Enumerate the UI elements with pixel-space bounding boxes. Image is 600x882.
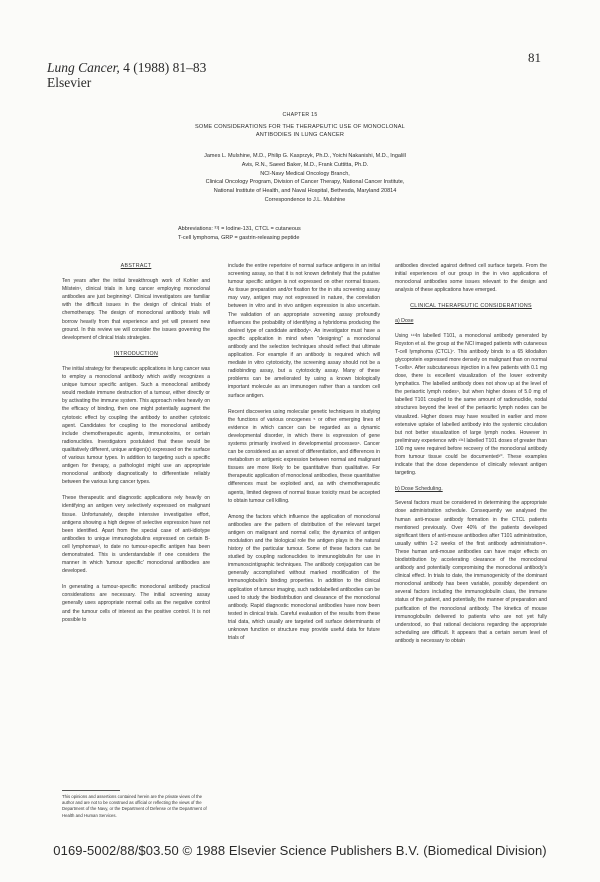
issn-copyright-line: 0169-5002/88/$03.50 © 1988 Elsevier Science Publishers B.V. (Biomedical Division) [53, 843, 547, 858]
abstract-heading: ABSTRACT [120, 263, 152, 269]
column-1 [62, 262, 210, 632]
abbreviations-line-1: Abbreviations: ³¹I = Iodine-131, CTCL = cutaneous [178, 226, 301, 232]
correspondence-line: Correspondence to J.L. Mulshine [264, 196, 346, 203]
abbreviations-line-2: T-cell lymphoma, GRP = gastrin-releasing peptide [178, 234, 300, 241]
journal-publisher: Elsevier [47, 75, 92, 90]
authors-line-1: James L. Mulshine, M.D., Philip G. Kasprzyk, Ph.D., Yoichi Nakanishi, M.D., Ingalill [204, 153, 406, 159]
affiliation-line-1: NCI-Navy Medical Oncology Branch, [260, 170, 350, 177]
authors-line-2: Avis, R.N., Saeed Baker, M.D., Frank Cuttitta, Ph.D. [241, 161, 369, 168]
author-block [150, 152, 460, 205]
intro-paragraph-3: In generating a tumour-specific monoclonal antibody practical considerations are necessary. The initial screening assay generally uses appropriate normal cells as the negative control and the tumour cells of interest as the positive control. It is not possible to [62, 584, 210, 623]
dose-scheduling-heading: b) Dose Scheduling. [395, 486, 443, 493]
journal-volume-pages: 4 (1988) 81–83 [123, 60, 207, 75]
col2-paragraph-3: Among the factors which influence the application of monoclonal antibodies are the pattern of distribution of the relevant target antigen on malignant and normal cells; the dynamics of antigen modulation and the biological role the antigen plays in the natural history of the particular tumour. Some of these factors can be studied by coupling radionuclides to immunoglobulin for use in immunoscintigraphic techniques. The antibody conjugation can be generally accomplished without marked modification of the immunoglobulin's binding properties. In addition to the clinical application of tumour imaging, such radiolabelled antibodies can be used to study the biodistribution and clearance of the monoclonal antibody. Rapid diagnostic monoclonal antibodies have now been tested in clinical trials. Careful evaluation of the results from these trial data, which usually are targeted cell surface determinants of unknown function or structure may provide useful data for future trials of [228, 513, 380, 642]
footnote-rule [62, 790, 120, 791]
journal-header [47, 60, 206, 90]
dose-scheduling-paragraph: Several factors must be considered in determining the appropriate dose administration schedule. Consequently we analysed the human anti-mouse antibody formation in the CTCL patients mentioned previously. Over 40% of the patients developed significant titers of anti-mouse antibodies after T101 administration, usually within 1-2 weeks of the first antibody administration¹¹. These human anti-mouse antibodies can have major effects on biodistribution by accelerating clearance of the monoclonal antibody and potentially compromising the monoclonal antibody's clinical effect. In trials to date, the immunogenicity of the dominant monoclonal antibody has been variable, possibly dependent on several factors including the immunoglobulin class, the immune status of the patient, and potentially, the manner of preparation and purification of the monoclonal antibody. The kinetics of mouse immunoglobulin delivered to patients who are not yet fully understood, so that rational decisions regarding the appropriate scheduling are difficult. It appears that a certain serum level of antibody is necessary to obtain [395, 500, 547, 644]
col3-paragraph-0: antibodies directed against defined cell surface targets. From the initial experiences of our group in the in vivo applications of monoclonal antibodies some issues relevant to the design and analysis of these applications have emerged. [395, 263, 547, 294]
introduction-heading: INTRODUCTION [113, 350, 159, 357]
clinical-considerations-heading: CLINICAL THERAPEUTIC CONSIDERATIONS [410, 303, 532, 310]
col2-paragraph-2: Recent discoveries using molecular genetic techniques in studying the functions of various oncogenes ⁵ or other emerging lines of evidence in which cancer can be regarded as a dynamic developmental disorder, in which there is expression of gene systems primarily involved in developmental processes⁶. Cancer can be considered as an arrest of differentiation, and differences in metabolism or antigenic expression between normal and malignant tissues are more likely to be quantitative than qualitative. For therapeutic application of monoclonal antibodies, these quantitative differences must be exploited and, as with chemotherapeutic agents, limited degrees of normal tissue toxicity must be accepted to obtain tumour cell killing. [228, 408, 380, 504]
title-line-1: SOME CONSIDERATIONS FOR THE THERAPEUTIC USE OF MONOCLONAL [194, 124, 405, 130]
intro-paragraph-2: These therapeutic and diagnostic applications rely heavily on identifying an antigen very selectively expressed on malignant tissue. Unfortunately, despite intensive investigative effort, antigens showing a high degree of selective expression have not been identified. Apart from the special case of anti-idiotype antibodies to unique immunoglobulins expressed on certain B-cell lymphomas³, to date no tumour-specific antigen has been demonstrated. This is understandable if one considers the manner in which 'tumour specific' monoclonal antibodies are developed. [62, 495, 210, 575]
abstract-text: Ten years after the initial breakthrough work of Kohler and Milstein¹, clinical trials in lung cancer employing monoclonal antibodies are just beginning². Clinical investigators are familiar with the difficult issues in the design of clinical trials of chemotherapy. The design of monoclonal antibody trials will borrow heavily from that experience and yet will present new ground. In this review we will consider the issues governing the development of clinical trials strategies. [62, 278, 210, 341]
column-3 [395, 262, 547, 653]
affiliation-line-2: Clinical Oncology Program, Division of Cancer Therapy, National Cancer Institute, [205, 179, 405, 186]
title-line-2: ANTIBODIES IN LUNG CANCER [255, 132, 345, 138]
chapter-label: CHAPTER 15 [282, 112, 318, 118]
footnote: This opinions and assertions contained herein are the private views of the author and are not to be construed as official or reflecting the views of the Department of the Navy, or the Department of Defense or the Department of Health and Human Services. [62, 794, 207, 818]
dose-heading: a) Dose [395, 318, 414, 325]
intro-paragraph-1: The initial strategy for therapeutic applications in lung cancer was to employ a monoclonal antibody which avidly recognizes a unique tumour specific antigen. Such a monoclonal antibody would mediate immune destruction of a tumour, either directly or by activating the immune system. This approach relies heavily on the efficacy of binding, then one might potentially augment the cytotoxic effect by coupling the antibody to another cytotoxic agent. Candidates for coupling to the monoclonal antibody include chemotherapeutic agents, immunotoxins, or certain radionuclides. Investigators postulated that these would be qualitatively different, unique antigen(s) expressed on the surface of various tumour types. In addition to targeting such a specific antigen for therapy, a pathologist might use an appropriate monoclonal antibody diagnostically to differentiate reliably between the various lung cancer types. [62, 365, 210, 486]
journal-name: Lung Cancer, [47, 60, 120, 75]
column-2 [228, 262, 380, 650]
page-number: 81 [528, 50, 541, 65]
paper-title [150, 123, 450, 139]
abbreviations [178, 225, 458, 243]
dose-paragraph: Using ¹¹¹In labelled T101, a monoclonal antibody generated by Royston et al. the group at the NCI imaged patients with cutaneous T-cell lymphoma (CTCL)⁷. This antibody binds to a 65 kilodalton glycoprotein expressed more densely on malignant than on normal T-cells⁸. After subcutaneous injection in a few patients with 0.1 mg dose, there is excellent visualization of the lower extremity lymphatics. The labelled antibody does not show up at the level of the periaortic lymph nodes⁹, but when higher doses of 5.0 mg of labelled T101 coupled to the same amount of radionuclide, nodal structures beyond the level of the periaortic lymph nodes can be visualized. Higher doses may have resulted in earlier and more extensive uptake of labelled antibody into the systemic circulation but not better visualization of large lymph nodes. However in preliminary experience with ¹³¹I labelled T101 doses of greater than 100 mg were required before recovery of the monoclonal antibody from tumour tissue could be documented¹⁰. These examples indicate that the dose dependence of clinically relevant antigen targeting. [395, 332, 547, 477]
col2-paragraph-1: include the entire repertoire of normal surface antigens in an initial screening assay, so that it is not known definitely that the putative tumour specific antigen is not expressed on other normal tissues. As tissue preparation and/or fixation for the in situ screening assay may vary, antigen may not expressed in nature, the correlation between in vitro and in vivo antigen expression is also uncertain. The validation of an appropriate screening assay profoundly influences the probability of identifying a hybridoma producing the desired type of candidate antibody⁴. An investigator must have a specific application in mind when "designing" a monoclonal antibody and the selection techniques should reflect that ultimate application. For example if an antibody is required which will mediate in vitro cytotoxicity, the screening assay should not be a radiobinding assay, but a cytotoxicity assay. Many of these problems can be ameliorated by using a known biologically important molecule as an immunogen rather than a random cell surface antigen. [228, 263, 380, 399]
affiliation-line-3: National Institute of Health, and Naval Hospital, Bethesda, Maryland 20814 [213, 188, 397, 195]
